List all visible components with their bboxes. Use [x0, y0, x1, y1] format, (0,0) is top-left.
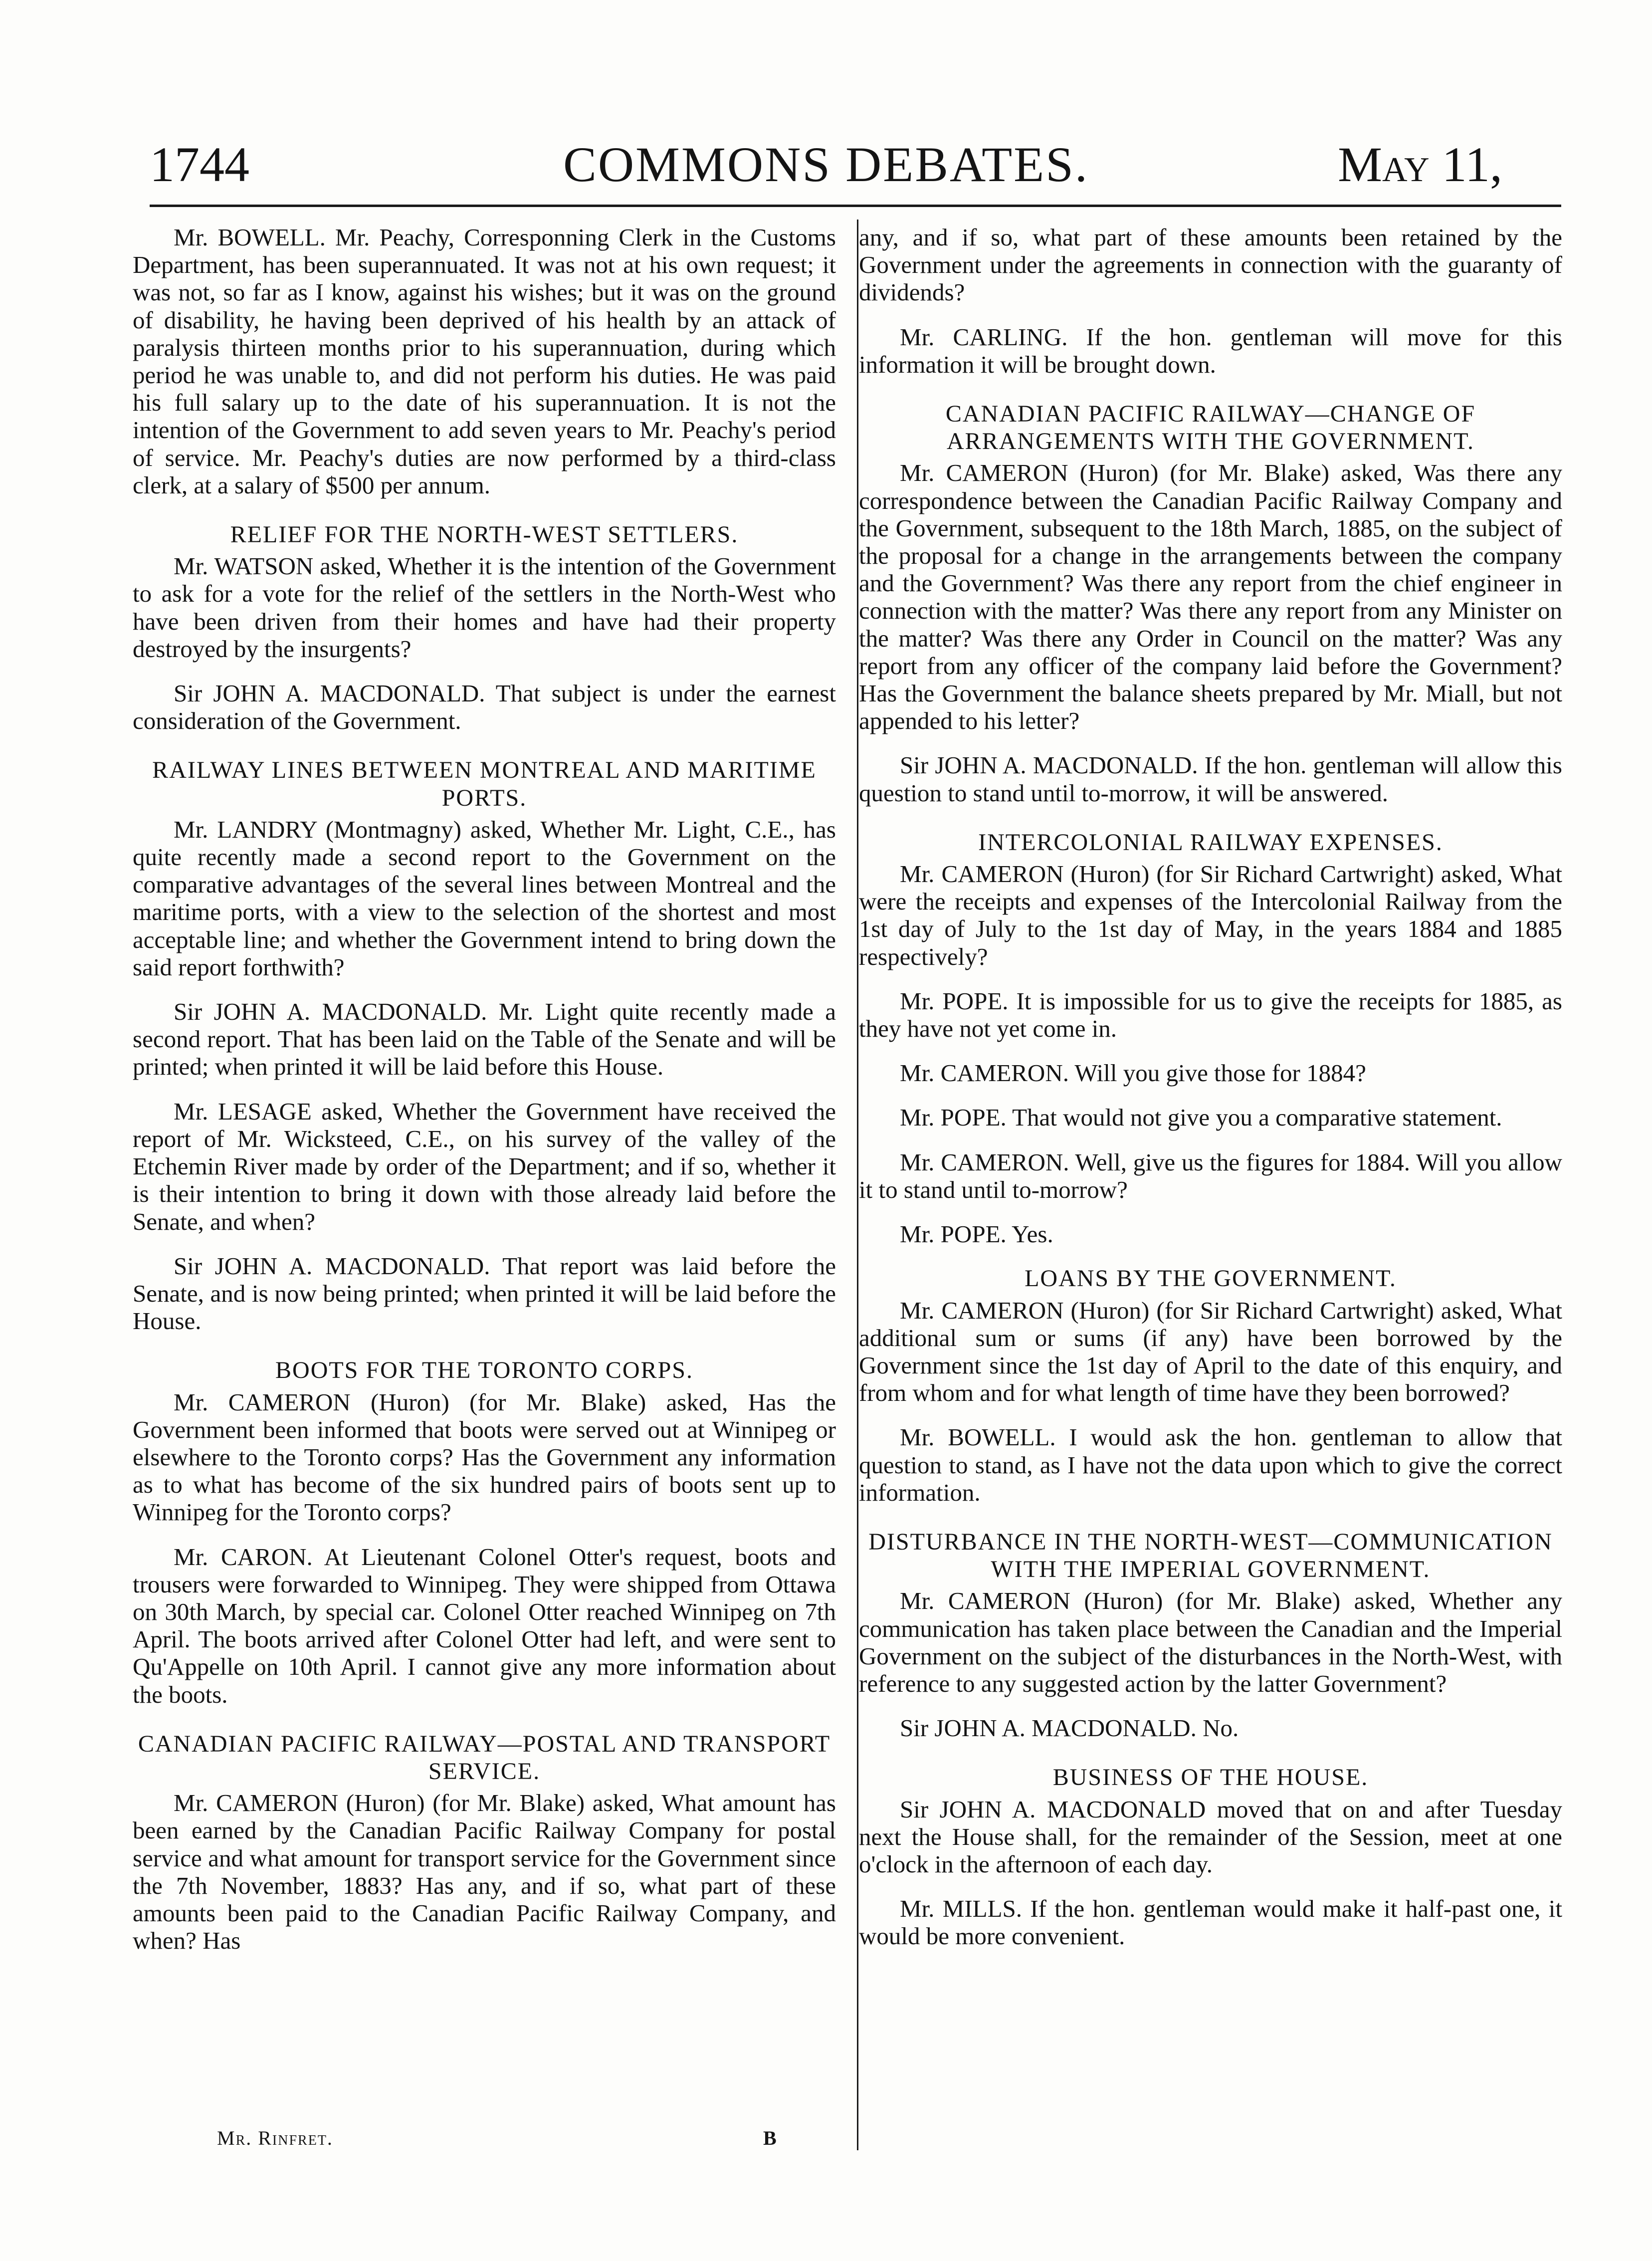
section-heading: LOANS BY THE GOVERNMENT. [1025, 1265, 1397, 1292]
paragraph: Mr. CAMERON (Huron) (for Mr. Blake) asked, Whether any communication has taken place between the Canadian and the Imperial Government on the subject of the disturbances in the North-West, with reference to any suggested action by the latter Government? [859, 1587, 1562, 1697]
section-heading: RELIEF FOR THE NORTH-WEST SETTLERS. [230, 521, 739, 548]
paragraph: Mr. CAMERON (Huron) (for Mr. Blake) asked, What amount has been earned by the Canadian Pacific Railway Company for postal service and what amount for transport service for the Government since the 7th November, 1883? Has any, and if so, what part of these amounts been paid to the Canadian Pacific Railway Company, and when? Has [133, 1789, 836, 1955]
footer-speaker: Mr. Rinfret. [217, 2127, 333, 2149]
section-heading: CANADIAN PACIFIC RAILWAY—POSTAL AND TRANSPORT SERVICE. [138, 1730, 831, 1785]
paragraph: Mr. CAMERON (Huron) (for Mr. Blake) asked, Has the Government been informed that boots were served out at Winnipeg or elsewhere to the Toronto corps? Has the Government any information as to what has become of the six hundred pairs of boots sent up to Winnipeg for the Toronto corps? [133, 1388, 836, 1526]
paragraph: Mr. BOWELL. I would ask the hon. gentleman to allow that question to stand, as I have not the data upon which to give the correct information. [859, 1423, 1562, 1506]
page-number: 1744 [150, 137, 249, 192]
paragraph: Mr. LANDRY (Montmagny) asked, Whether Mr. Light, C.E., has quite recently made a second report to the Government on the comparative advantages of the several lines between Montreal and the maritime ports, with a view to the selection of the shortest and most acceptable line; and whether the Government intend to bring down the said report forthwith? [133, 815, 836, 981]
footer-signature: B [763, 2127, 777, 2149]
paragraph: Mr. CAMERON (Huron) (for Sir Richard Cartwright) asked, What additional sum or sums (if any) have been borrowed by the Government since the 1st day of April to the date of this enquiry, and from whom and for what length of time have they been borrowed? [859, 1296, 1562, 1407]
section-heading: BUSINESS OF THE HOUSE. [1052, 1764, 1369, 1791]
paragraph: Sir JOHN A. MACDONALD. That report was laid before the Senate, and is now being printed; when printed it will be laid before the House. [133, 1252, 836, 1335]
paragraph: Mr. MILLS. If the hon. gentleman would make it half-past one, it would be more convenient. [859, 1895, 1562, 1950]
paragraph: Mr. CAMERON (Huron) (for Sir Richard Cartwright) asked, What were the receipts and expenses of the Intercolonial Railway from the 1st day of July to the 1st day of May, in the years 1884 and 1885 respectively? [859, 860, 1562, 970]
header-rule [150, 205, 1561, 207]
right-column [859, 224, 1562, 1950]
paragraph: Mr. POPE. Yes. [900, 1220, 1053, 1248]
column-divider [857, 220, 858, 2150]
section-heading: RAILWAY LINES BETWEEN MONTREAL AND MARITIME PORTS. [152, 757, 817, 811]
paragraph: Mr. LESAGE asked, Whether the Government have received the report of Mr. Wicksteed, C.E., on his survey of the valley of the Etchemin River made by order of the Department; and if so, whether it is their intention to bring it down with those already laid before the Senate, and when? [133, 1097, 836, 1235]
paragraph: Sir JOHN A. MACDONALD. That subject is under the earnest consideration of the Government. [133, 679, 836, 735]
left-column [133, 224, 836, 1954]
paragraph: Mr. CARLING. If the hon. gentleman will move for this information it will be brought down. [859, 323, 1562, 378]
paragraph: Mr. CAMERON. Well, give us the figures for 1884. Will you allow it to stand until to-morrow? [859, 1148, 1562, 1203]
paragraph: Mr. CAMERON (Huron) (for Mr. Blake) asked, Was there any correspondence between the Canadian Pacific Railway Company and the Government, subsequent to the 18th March, 1885, on the subject of the proposal for a change in the arrangements between the company and the Government? Was there any report from the chief engineer in connection with the matter? Was there any report from any Minister on the matter? Was there any Order in Council on the matter? Was any report from any officer of the company laid before the Government? Has the Government the balance sheets prepared by Mr. Miall, but not appended to his letter? [859, 459, 1562, 735]
paragraph: Mr. CARON. At Lieutenant Colonel Otter's request, boots and trousers were forwarded to Winnipeg. They were shipped from Ottawa on 30th March, by special car. Colonel Otter reached Winnipeg on 7th April. The boots arrived after Colonel Otter had left, and were sent to Qu'Appelle on 10th April. I cannot give any more information about the boots. [133, 1543, 836, 1708]
page-title: COMMONS DEBATES. [563, 137, 1089, 192]
section-heading: INTERCOLONIAL RAILWAY EXPENSES. [978, 829, 1443, 856]
paragraph: Mr. BOWELL. Mr. Peachy, Corresponning Clerk in the Customs Department, has been superannuated. It was not at his own request; it was not, so far as I know, against his wishes; but it was on the ground of disability, he having been deprived of his health by an attack of paralysis thirteen months prior to his superannuation, during which period he was unable to, and did not perform his duties. He was paid his full salary up to the date of his superannuation. It is not the intention of the Government to add seven years to Mr. Peachy's period of service. Mr. Peachy's duties are now performed by a third-class clerk, at a salary of $500 per annum. [133, 224, 836, 499]
section-heading: BOOTS FOR THE TORONTO CORPS. [275, 1357, 693, 1384]
paragraph: Mr. POPE. That would not give you a comparative statement. [900, 1104, 1502, 1131]
paragraph: Mr. POPE. It is impossible for us to give the receipts for 1885, as they have not yet come in. [859, 987, 1562, 1043]
section-heading: CANADIAN PACIFIC RAILWAY—CHANGE OF ARRANGEMENTS WITH THE GOVERNMENT. [945, 401, 1476, 455]
paragraph: any, and if so, what part of these amounts been retained by the Government under the agreements in connection with the guaranty of dividends? [859, 224, 1562, 306]
paragraph: Mr. WATSON asked, Whether it is the intention of the Government to ask for a vote for the relief of the settlers in the North-West who have been driven from their homes and have had their property destroyed by the insurgents? [133, 552, 836, 663]
section-heading: DISTURBANCE IN THE NORTH-WEST—COMMUNICATION WITH THE IMPERIAL GOVERNMENT. [868, 1528, 1553, 1583]
paragraph: Sir JOHN A. MACDONALD. Mr. Light quite recently made a second report. That has been laid on the Table of the Senate and will be printed; when printed it will be laid before this House. [133, 998, 836, 1081]
paragraph: Sir JOHN A. MACDONALD. No. [900, 1714, 1239, 1742]
paragraph: Mr. CAMERON. Will you give those for 1884? [900, 1059, 1366, 1087]
header-date: May 11, [1338, 137, 1502, 192]
paragraph: Sir JOHN A. MACDONALD moved that on and after Tuesday next the House shall, for the remainder of the Session, meet at one o'clock in the afternoon of each day. [859, 1795, 1562, 1878]
paragraph: Sir JOHN A. MACDONALD. If the hon. gentleman will allow this question to stand until to-morrow, it will be answered. [859, 751, 1562, 807]
